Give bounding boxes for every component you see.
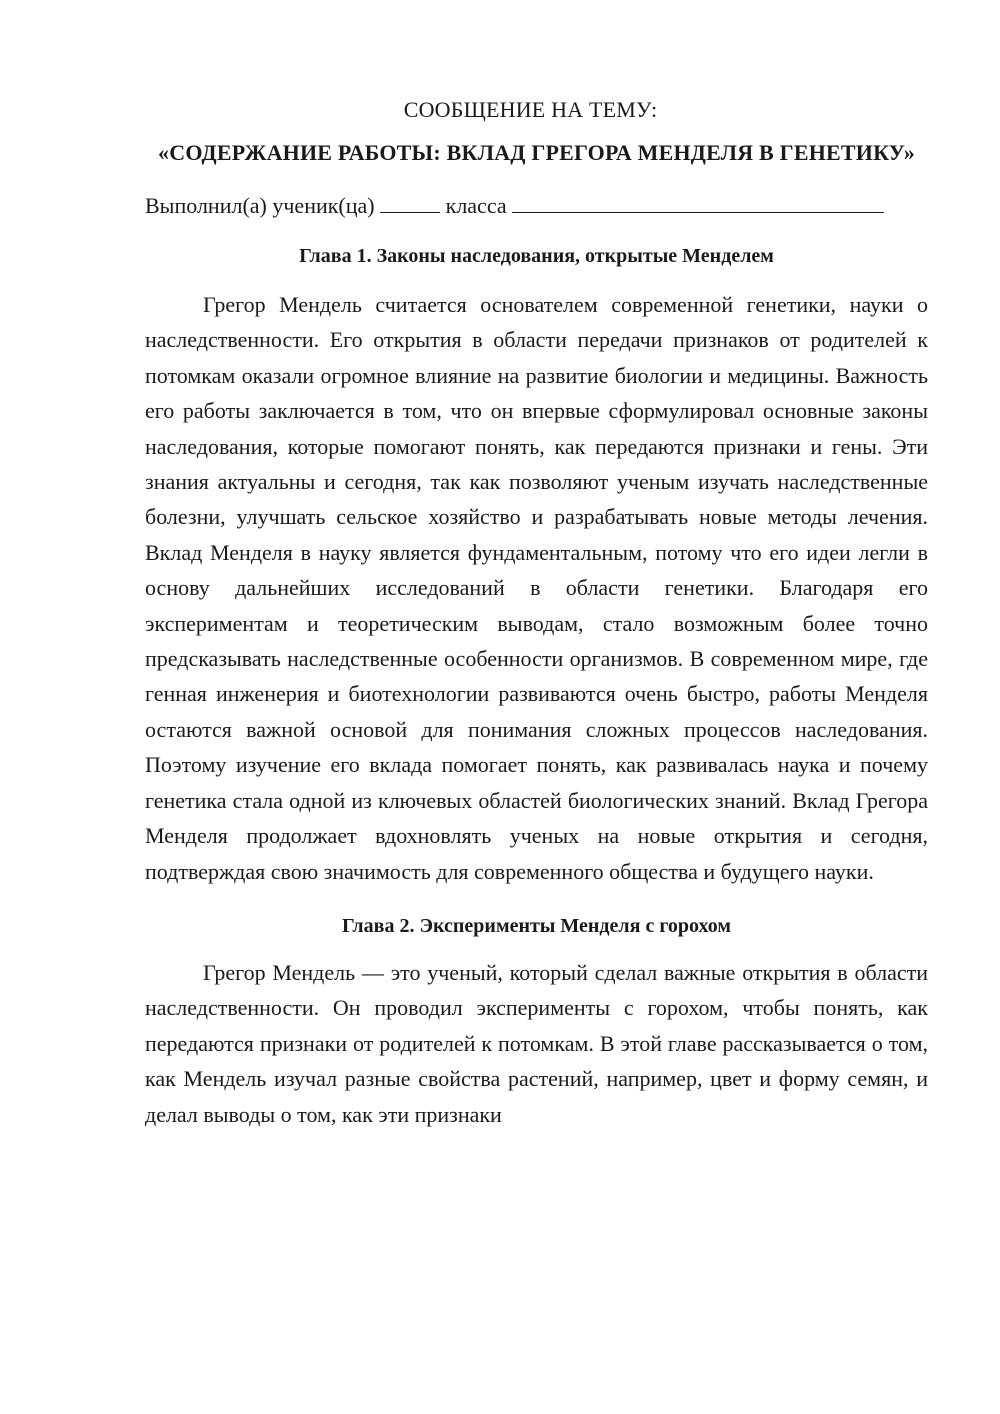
author-middle: класса (440, 193, 513, 218)
document-content (145, 95, 928, 1132)
chapter-2-title: Глава 2. Эксперименты Менделя с горохом (341, 914, 732, 937)
heading-topic-title: «СОДЕРЖАНИЕ РАБОТЫ: ВКЛАД ГРЕГОРА МЕНДЕЛЯ В ГЕНЕТИКУ» (158, 140, 915, 165)
chapter-2-paragraph: Грегор Мендель — это ученый, который сделал важные открытия в области наследственности. Он проводил эксперименты с горохом, чтобы понять, как передаются признаки от родителей к потомкам. В этой главе рассказывается о том, как Мендель изучал разные свойства растений, например, цвет и форму семян, и делал выводы о том, как эти признаки (145, 959, 928, 1127)
document-heading (145, 95, 928, 171)
chapter-1-paragraph: Грегор Мендель считается основателем современной генетики, науки о наследственности. Его открытия в области передачи признаков от родителей к потомкам оказали огромное влияние на развитие биологии и медицины. Важность его работы заключается в том, что он впервые сформулировал основные законы наследования, которые помогают понять, как передаются признаки и гены. Эти знания актуальны и сегодня, так как позволяют ученым изучать наследственные болезни, улучшать сельское хозяйство и разрабатывать новые методы лечения. Вклад Менделя в науку является фундаментальным, потому что его идеи легли в основу дальнейших исследований в области генетики. Благодаря его экспериментам и теоретическим выводам, стало возможным более точно предсказывать наследственные особенности организмов. В современном мире, где генная инженерия и биотехнологии развиваются очень быстро, работы Менделя остаются важной основой для понимания сложных процессов наследования. Поэтому изучение его вклада помогает понять, как развивалась наука и почему генетика стала одной из ключевых областей биологических знаний. Вклад Грегора Менделя продолжает вдохновлять ученых на новые открытия и сегодня, подтверждая свою значимость для современного общества и будущего науки. (145, 292, 928, 884)
chapter-1-title: Глава 1. Законы наследования, открытые Менделем (299, 245, 774, 267)
name-blank-line[interactable] (512, 190, 884, 213)
author-line (145, 190, 928, 221)
heading-subject-line: СООБЩЕНИЕ НА ТЕМУ: (403, 97, 658, 122)
grade-blank-line[interactable] (380, 190, 440, 213)
author-prefix: Выполнил(а) ученик(ца) (145, 193, 381, 218)
